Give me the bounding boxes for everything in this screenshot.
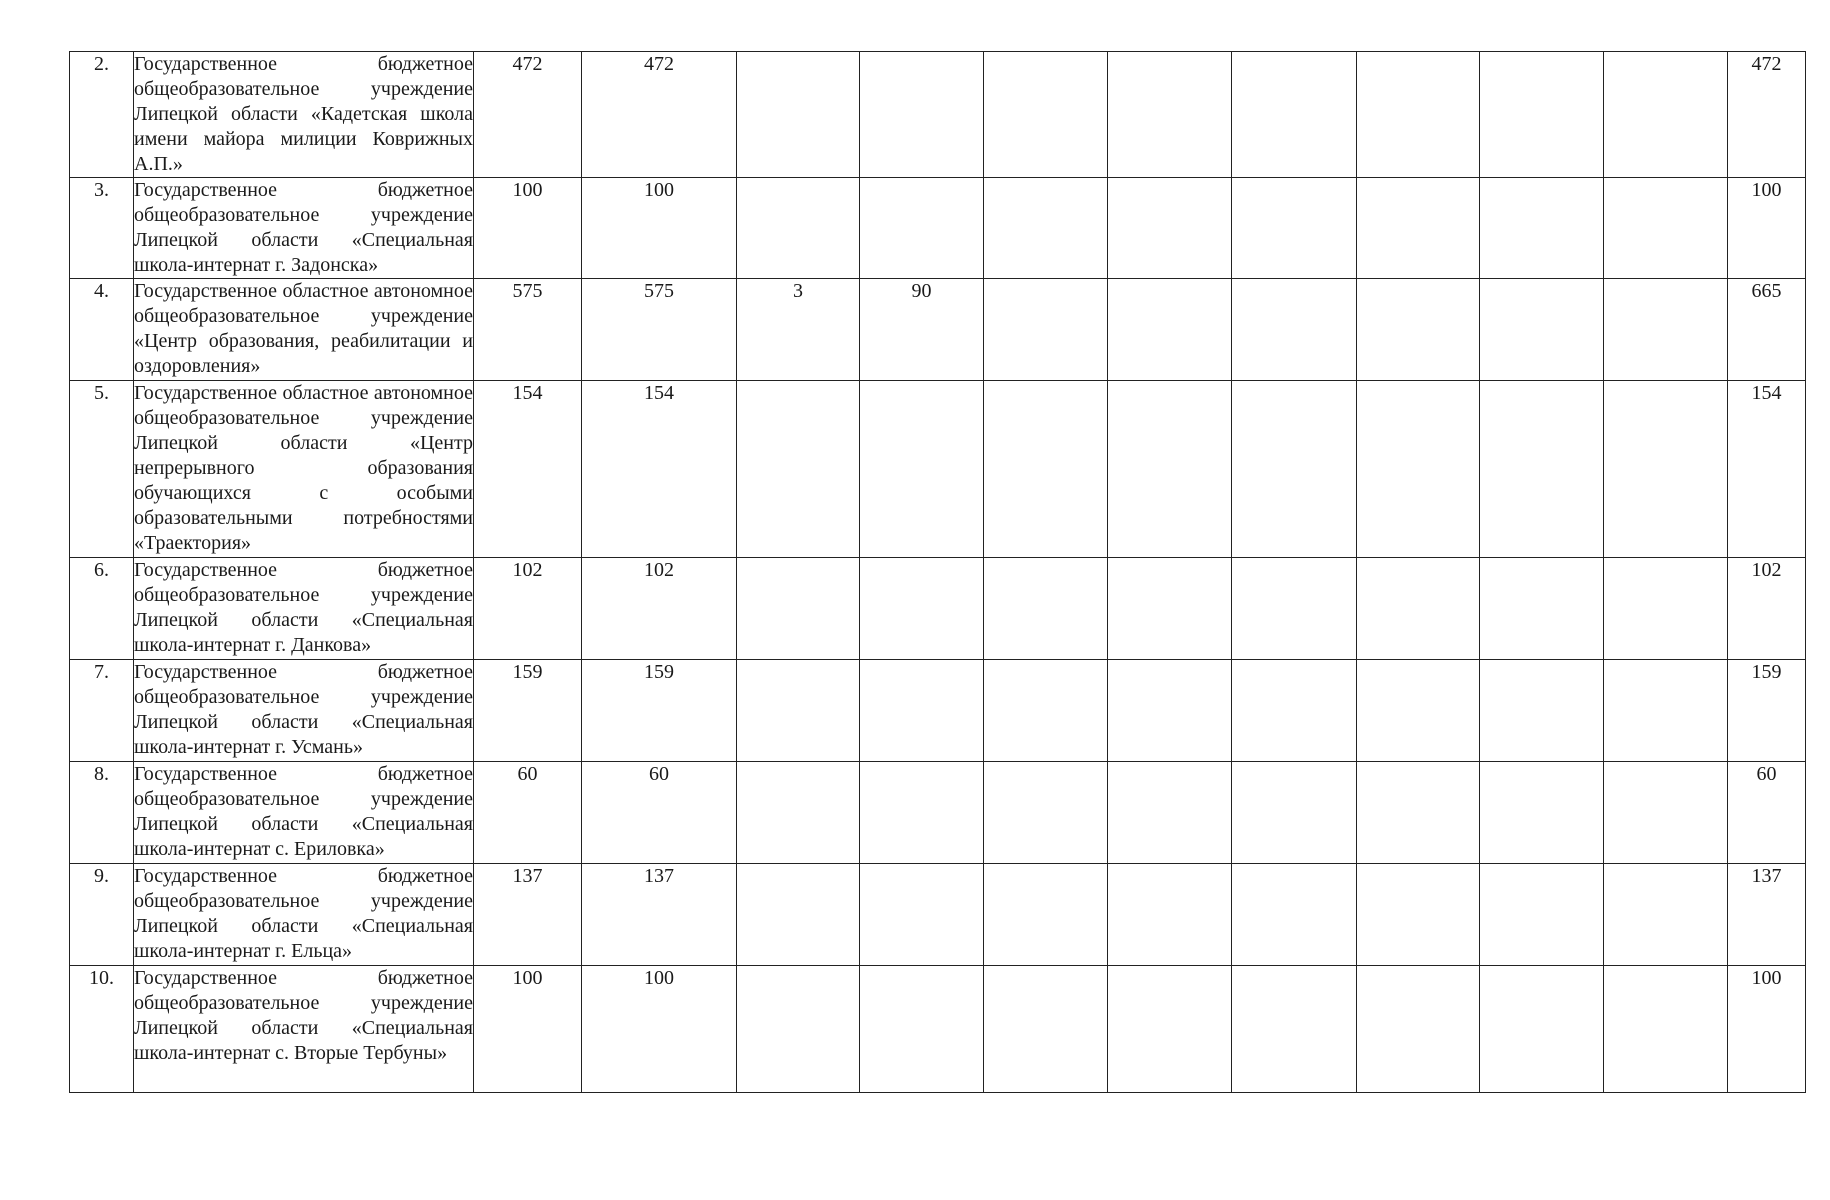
value-cell: 575 (474, 279, 582, 381)
value-cell (860, 660, 984, 762)
institution-name: Государственное бюджетное общеобразовательное учреждение Липецкой области «Кадетская школа имени майора милиции Коврижных А.П.» (134, 52, 474, 178)
value-cell (1357, 864, 1480, 966)
value-cell (1604, 52, 1728, 178)
table-row (70, 558, 1806, 660)
value-cell (1480, 762, 1604, 864)
total-cell: 102 (1728, 558, 1806, 660)
value-cell: 100 (582, 966, 737, 1093)
value-cell (1108, 178, 1232, 279)
total-cell: 137 (1728, 864, 1806, 966)
value-cell: 60 (582, 762, 737, 864)
value-cell (1108, 52, 1232, 178)
value-cell (1480, 381, 1604, 558)
table-row (70, 762, 1806, 864)
value-cell (984, 966, 1108, 1093)
institution-name: Государственное бюджетное общеобразовательное учреждение Липецкой области «Специальная школа-интернат с. Ериловка» (134, 762, 474, 864)
value-cell (984, 381, 1108, 558)
total-cell: 100 (1728, 966, 1806, 1093)
institution-name: Государственное бюджетное общеобразовательное учреждение Липецкой области «Специальная школа-интернат г. Задонска» (134, 178, 474, 279)
value-cell (1108, 864, 1232, 966)
value-cell (1108, 279, 1232, 381)
value-cell (984, 762, 1108, 864)
value-cell (1108, 660, 1232, 762)
value-cell (737, 660, 860, 762)
total-cell: 60 (1728, 762, 1806, 864)
value-cell (737, 864, 860, 966)
institution-name: Государственное бюджетное общеобразовательное учреждение Липецкой области «Специальная школа-интернат г. Усмань» (134, 660, 474, 762)
value-cell (1357, 762, 1480, 864)
value-cell (1480, 660, 1604, 762)
value-cell: 472 (582, 52, 737, 178)
value-cell (737, 178, 860, 279)
table-row (70, 381, 1806, 558)
value-cell (1232, 762, 1357, 864)
value-cell (1357, 279, 1480, 381)
row-number: 10. (70, 966, 134, 1093)
institution-name: Государственное областное автономное общеобразовательное учреждение Липецкой области «Центр непрерывного образования обучающихся с особыми образовательными потребностями «Траектория» (134, 381, 474, 558)
row-number: 7. (70, 660, 134, 762)
value-cell (1357, 381, 1480, 558)
value-cell (1604, 864, 1728, 966)
value-cell: 3 (737, 279, 860, 381)
value-cell: 90 (860, 279, 984, 381)
value-cell: 137 (474, 864, 582, 966)
value-cell (1357, 178, 1480, 279)
row-number: 6. (70, 558, 134, 660)
value-cell (1604, 279, 1728, 381)
value-cell (984, 279, 1108, 381)
value-cell (1480, 864, 1604, 966)
value-cell (860, 762, 984, 864)
value-cell (984, 660, 1108, 762)
value-cell (860, 381, 984, 558)
value-cell (1232, 864, 1357, 966)
value-cell (1232, 660, 1357, 762)
value-cell (984, 52, 1108, 178)
value-cell (1604, 381, 1728, 558)
value-cell: 102 (474, 558, 582, 660)
value-cell (1604, 558, 1728, 660)
total-cell: 665 (1728, 279, 1806, 381)
institution-name: Государственное бюджетное общеобразовательное учреждение Липецкой области «Специальная школа-интернат г. Ельца» (134, 864, 474, 966)
value-cell (737, 966, 860, 1093)
row-number: 4. (70, 279, 134, 381)
row-number: 9. (70, 864, 134, 966)
value-cell: 137 (582, 864, 737, 966)
value-cell (1232, 381, 1357, 558)
allocation-table (69, 51, 1806, 1093)
row-number: 2. (70, 52, 134, 178)
institution-name: Государственное областное автономное общеобразовательное учреждение «Центр образования, реабилитации и оздоровления» (134, 279, 474, 381)
table-row (70, 52, 1806, 178)
value-cell: 154 (582, 381, 737, 558)
value-cell: 154 (474, 381, 582, 558)
row-number: 5. (70, 381, 134, 558)
value-cell (737, 52, 860, 178)
value-cell (860, 864, 984, 966)
value-cell: 60 (474, 762, 582, 864)
value-cell: 100 (474, 966, 582, 1093)
value-cell (1357, 660, 1480, 762)
value-cell (1480, 52, 1604, 178)
institution-name: Государственное бюджетное общеобразовательное учреждение Липецкой области «Специальная школа-интернат г. Данкова» (134, 558, 474, 660)
value-cell (984, 558, 1108, 660)
value-cell (860, 178, 984, 279)
value-cell (1108, 762, 1232, 864)
value-cell (1232, 52, 1357, 178)
total-cell: 472 (1728, 52, 1806, 178)
table-row (70, 178, 1806, 279)
value-cell: 472 (474, 52, 582, 178)
value-cell (737, 381, 860, 558)
value-cell (1357, 966, 1480, 1093)
value-cell: 102 (582, 558, 737, 660)
value-cell (860, 52, 984, 178)
value-cell (1357, 558, 1480, 660)
value-cell (1108, 381, 1232, 558)
value-cell (1480, 966, 1604, 1093)
value-cell (737, 558, 860, 660)
institution-name: Государственное бюджетное общеобразовательное учреждение Липецкой области «Специальная школа-интернат с. Вторые Тербуны» (134, 966, 474, 1093)
value-cell: 575 (582, 279, 737, 381)
value-cell: 100 (582, 178, 737, 279)
total-cell: 100 (1728, 178, 1806, 279)
value-cell (1357, 52, 1480, 178)
value-cell (1480, 558, 1604, 660)
table-row (70, 279, 1806, 381)
value-cell (737, 762, 860, 864)
value-cell (1232, 178, 1357, 279)
value-cell (1480, 178, 1604, 279)
value-cell (860, 966, 984, 1093)
value-cell (1232, 558, 1357, 660)
total-cell: 159 (1728, 660, 1806, 762)
table-row (70, 660, 1806, 762)
value-cell (1232, 279, 1357, 381)
value-cell (1604, 660, 1728, 762)
value-cell (1604, 762, 1728, 864)
table-row (70, 864, 1806, 966)
value-cell (984, 864, 1108, 966)
value-cell (1480, 279, 1604, 381)
value-cell: 159 (474, 660, 582, 762)
row-number: 8. (70, 762, 134, 864)
row-number: 3. (70, 178, 134, 279)
value-cell (1232, 966, 1357, 1093)
value-cell: 100 (474, 178, 582, 279)
table-row (70, 966, 1806, 1093)
value-cell: 159 (582, 660, 737, 762)
value-cell (1604, 966, 1728, 1093)
value-cell (1604, 178, 1728, 279)
value-cell (1108, 558, 1232, 660)
total-cell: 154 (1728, 381, 1806, 558)
value-cell (1108, 966, 1232, 1093)
value-cell (860, 558, 984, 660)
value-cell (984, 178, 1108, 279)
